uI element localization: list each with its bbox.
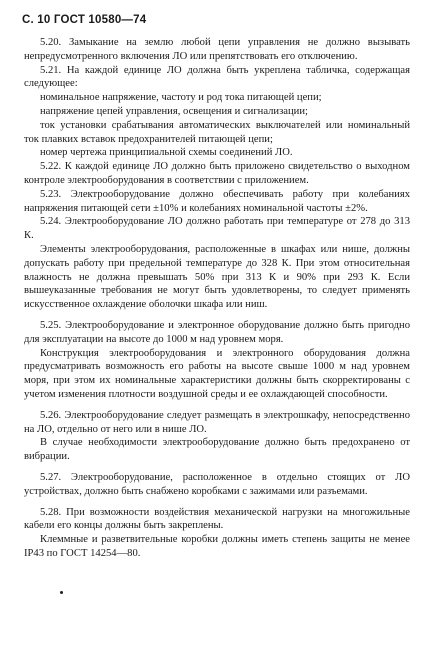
paragraph-design-altitude: Конструкция электрооборудования и электронного оборудования должна предусматривать возможность его работы на высоте свыше 1000 м над уровнем моря, при этом их номинальные характеристики должны быть скорректированы с учетом изменения плотности воздушной среды и ее охлаждающей способности.	[24, 347, 410, 400]
paragraph-5-20: 5.20. Замыкание на землю любой цепи управления не должно вызывать непредусмотренного включения ЛО или препятствовать его отключению.	[24, 37, 410, 62]
paragraph-5-23: 5.23. Электрооборудование должно обеспечивать работу при колебаниях напряжения питающей сети ±10% и колебаниях номинальной частоты ±2%.	[24, 188, 410, 214]
ink-dot	[60, 591, 63, 594]
list-item-voltage-frequency: номинальное напряжение, частоту и род тока питающей цепи;	[40, 92, 322, 104]
paragraph-5-24: 5.24. Электрооборудование ЛО должно работать при температуре от 278 до 313 К.	[24, 216, 410, 242]
page-header: С. 10 ГОСТ 10580—74	[22, 14, 147, 26]
paragraph-5-21: 5.21. На каждой единице ЛО должна быть укреплена табличка, содержащая следующее:	[24, 64, 410, 90]
paragraph-5-28: 5.28. При возможности воздействия механической нагрузки на многожильные кабели его концы должны быть закреплены.	[24, 506, 410, 532]
document-body	[24, 36, 410, 561]
paragraph-terminal-boxes: Клеммные и разветвительные коробки должны иметь степень защиты не менее IP43 по ГОСТ 14254—80.	[24, 534, 410, 559]
list-item-drawing-number: номер чертежа принципиальной схемы соединений ЛО.	[40, 147, 293, 159]
paragraph-vibration: В случае необходимости электрооборудование должно быть предохранено от вибрации.	[24, 437, 410, 463]
paragraph-5-26: 5.26. Электрооборудование следует размещать в электрошкафу, непосредственно на ЛО, отдельно от него или в нише ЛО.	[24, 409, 410, 435]
list-item-breaker-current: ток установки срабатывания автоматических выключателей или номинальный ток плавких вставок предохранителей питающей цепи;	[24, 119, 410, 145]
list-item-control-voltage: напряжение цепей управления, освещения и сигнализации;	[40, 105, 308, 117]
paragraph-5-25: 5.25. Электрооборудование и электронное оборудование должно быть пригодно для эксплуатации на высоте до 1000 м над уровнем моря.	[24, 319, 410, 345]
paragraph-cabinet-elements: Элементы электрооборудования, расположенные в шкафах или нише, должны допускать работу при предельной температуре до 328 К. При этом относительная влажность не должна превышать 50% при 313 К и 90% при 293 К. Если вышеуказанные требования не могут быть удовлетворены, то следует применять искусственное охлаждение оболочки шкафа или ниш.	[24, 243, 410, 311]
paragraph-5-27: 5.27. Электрооборудование, расположенное в отдельно стоящих от ЛО устройствах, должно быть снабжено коробками с зажимами или разъемами.	[24, 471, 410, 497]
paragraph-5-22: 5.22. К каждой единице ЛО должно быть приложено свидетельство о выходном контроле электрооборудования в соответствии с приложением.	[24, 161, 410, 186]
